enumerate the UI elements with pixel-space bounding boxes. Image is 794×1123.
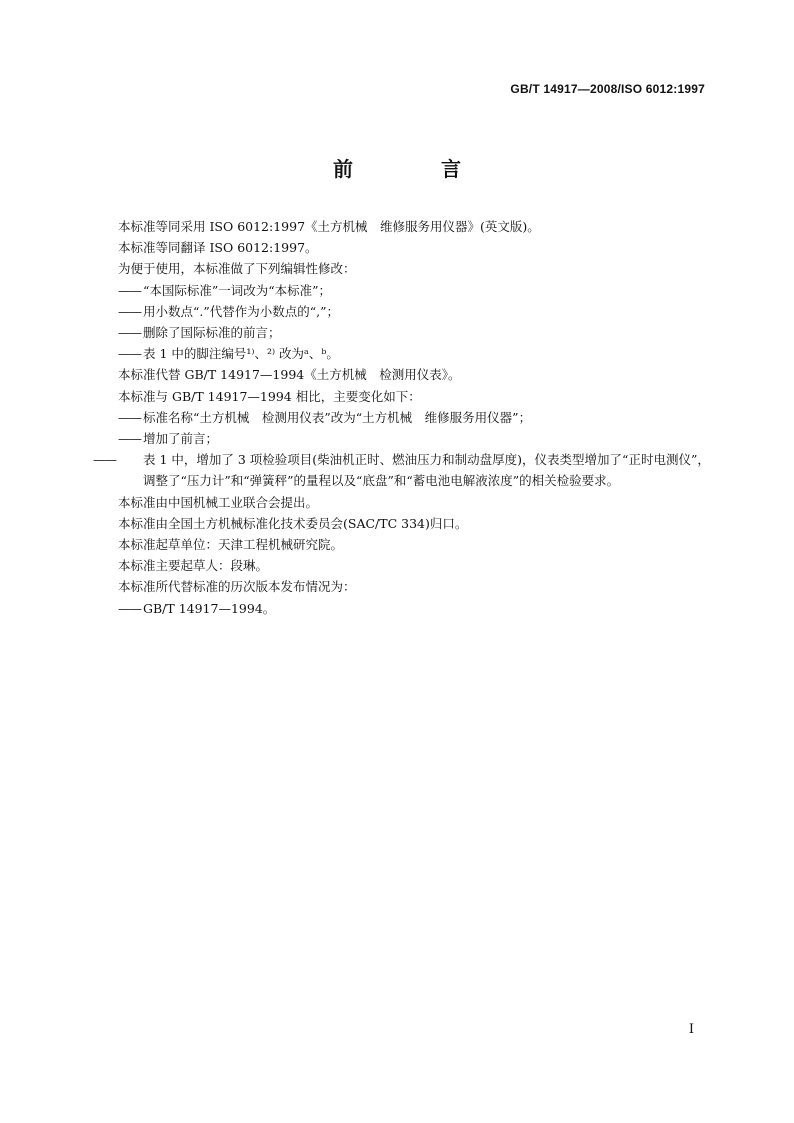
line-text: 本标准由全国土方机械标准化技术委员会(SAC/TC 334)归口。: [118, 515, 468, 531]
em-dash-marker: ——: [118, 346, 141, 362]
line-text: GB/T 14917—1994。: [143, 600, 276, 616]
foreword-body: [93, 216, 710, 619]
line-text: 本标准等同翻译 ISO 6012:1997。: [118, 240, 318, 256]
line-text: 删除了国际标准的前言；: [143, 325, 281, 341]
em-dash-marker: ——: [118, 282, 141, 298]
line-text: 标准名称“土方机械 检测用仪表”改为“土方机械 维修服务用仪器”；: [143, 409, 532, 425]
paragraph-line: [118, 492, 710, 513]
line-text: 表 1 中，增加了 3 项检验项目(柴油机正时、燃油压力和制动盘厚度)，仪表类型增加了“正时电测仪”，调整了“压力计”和“弹簧秤”的量程以及“底盘”和“蓄电池电解液浓度”的相关检验要求。: [143, 452, 710, 489]
paragraph-line: [118, 237, 710, 258]
page-title: 前 言: [333, 157, 495, 181]
em-dash-marker: ——: [118, 303, 141, 319]
list-item: [93, 449, 710, 491]
standard-code: GB/T 14917—2008/ISO 6012:1997: [510, 82, 705, 96]
em-dash-marker: ——: [118, 600, 141, 616]
paragraph-line: [118, 576, 710, 597]
list-item: [118, 598, 710, 619]
paragraph-line: [118, 216, 710, 237]
list-item: [118, 428, 710, 449]
line-text: 用小数点“.”代替作为小数点的“,”；: [143, 303, 340, 319]
line-text: 本标准由中国机械工业联合会提出。: [118, 494, 319, 510]
list-item: [118, 280, 710, 301]
paragraph-line: [118, 513, 710, 534]
paragraph-line: [118, 258, 710, 279]
list-item: [118, 322, 710, 343]
line-text: 表 1 中的脚注编号¹⁾、²⁾ 改为ᵃ、ᵇ。: [143, 346, 339, 362]
line-text: 本标准所代替标准的历次版本发布情况为：: [118, 579, 356, 595]
list-item: [118, 301, 710, 322]
line-text: 本标准主要起草人：段琳。: [118, 558, 269, 574]
line-text: 本标准与 GB/T 14917—1994 相比，主要变化如下：: [118, 388, 421, 404]
line-text: 本标准起草单位：天津工程机械研究院。: [118, 537, 344, 553]
line-text: “本国际标准”一词改为“本标准”；: [143, 282, 332, 298]
em-dash-marker: ——: [118, 325, 141, 341]
line-text: 增加了前言；: [143, 431, 219, 447]
line-text: 本标准等同采用 ISO 6012:1997《土方机械 维修服务用仪器》(英文版)。: [118, 219, 540, 234]
list-item: [118, 407, 710, 428]
line-text: 为便于使用，本标准做了下列编辑性修改：: [118, 261, 356, 277]
line-text: 本标准代替 GB/T 14917—1994《土方机械 检测用仪表》。: [118, 367, 461, 383]
em-dash-marker: ——: [93, 452, 116, 468]
paragraph-line: [118, 386, 710, 407]
em-dash-marker: ——: [118, 409, 141, 425]
em-dash-marker: ——: [118, 431, 141, 447]
paragraph-line: [118, 555, 710, 576]
paragraph-line: [118, 534, 710, 555]
page-number: I: [688, 1022, 694, 1037]
list-item: [118, 343, 710, 364]
paragraph-line: [118, 364, 710, 385]
